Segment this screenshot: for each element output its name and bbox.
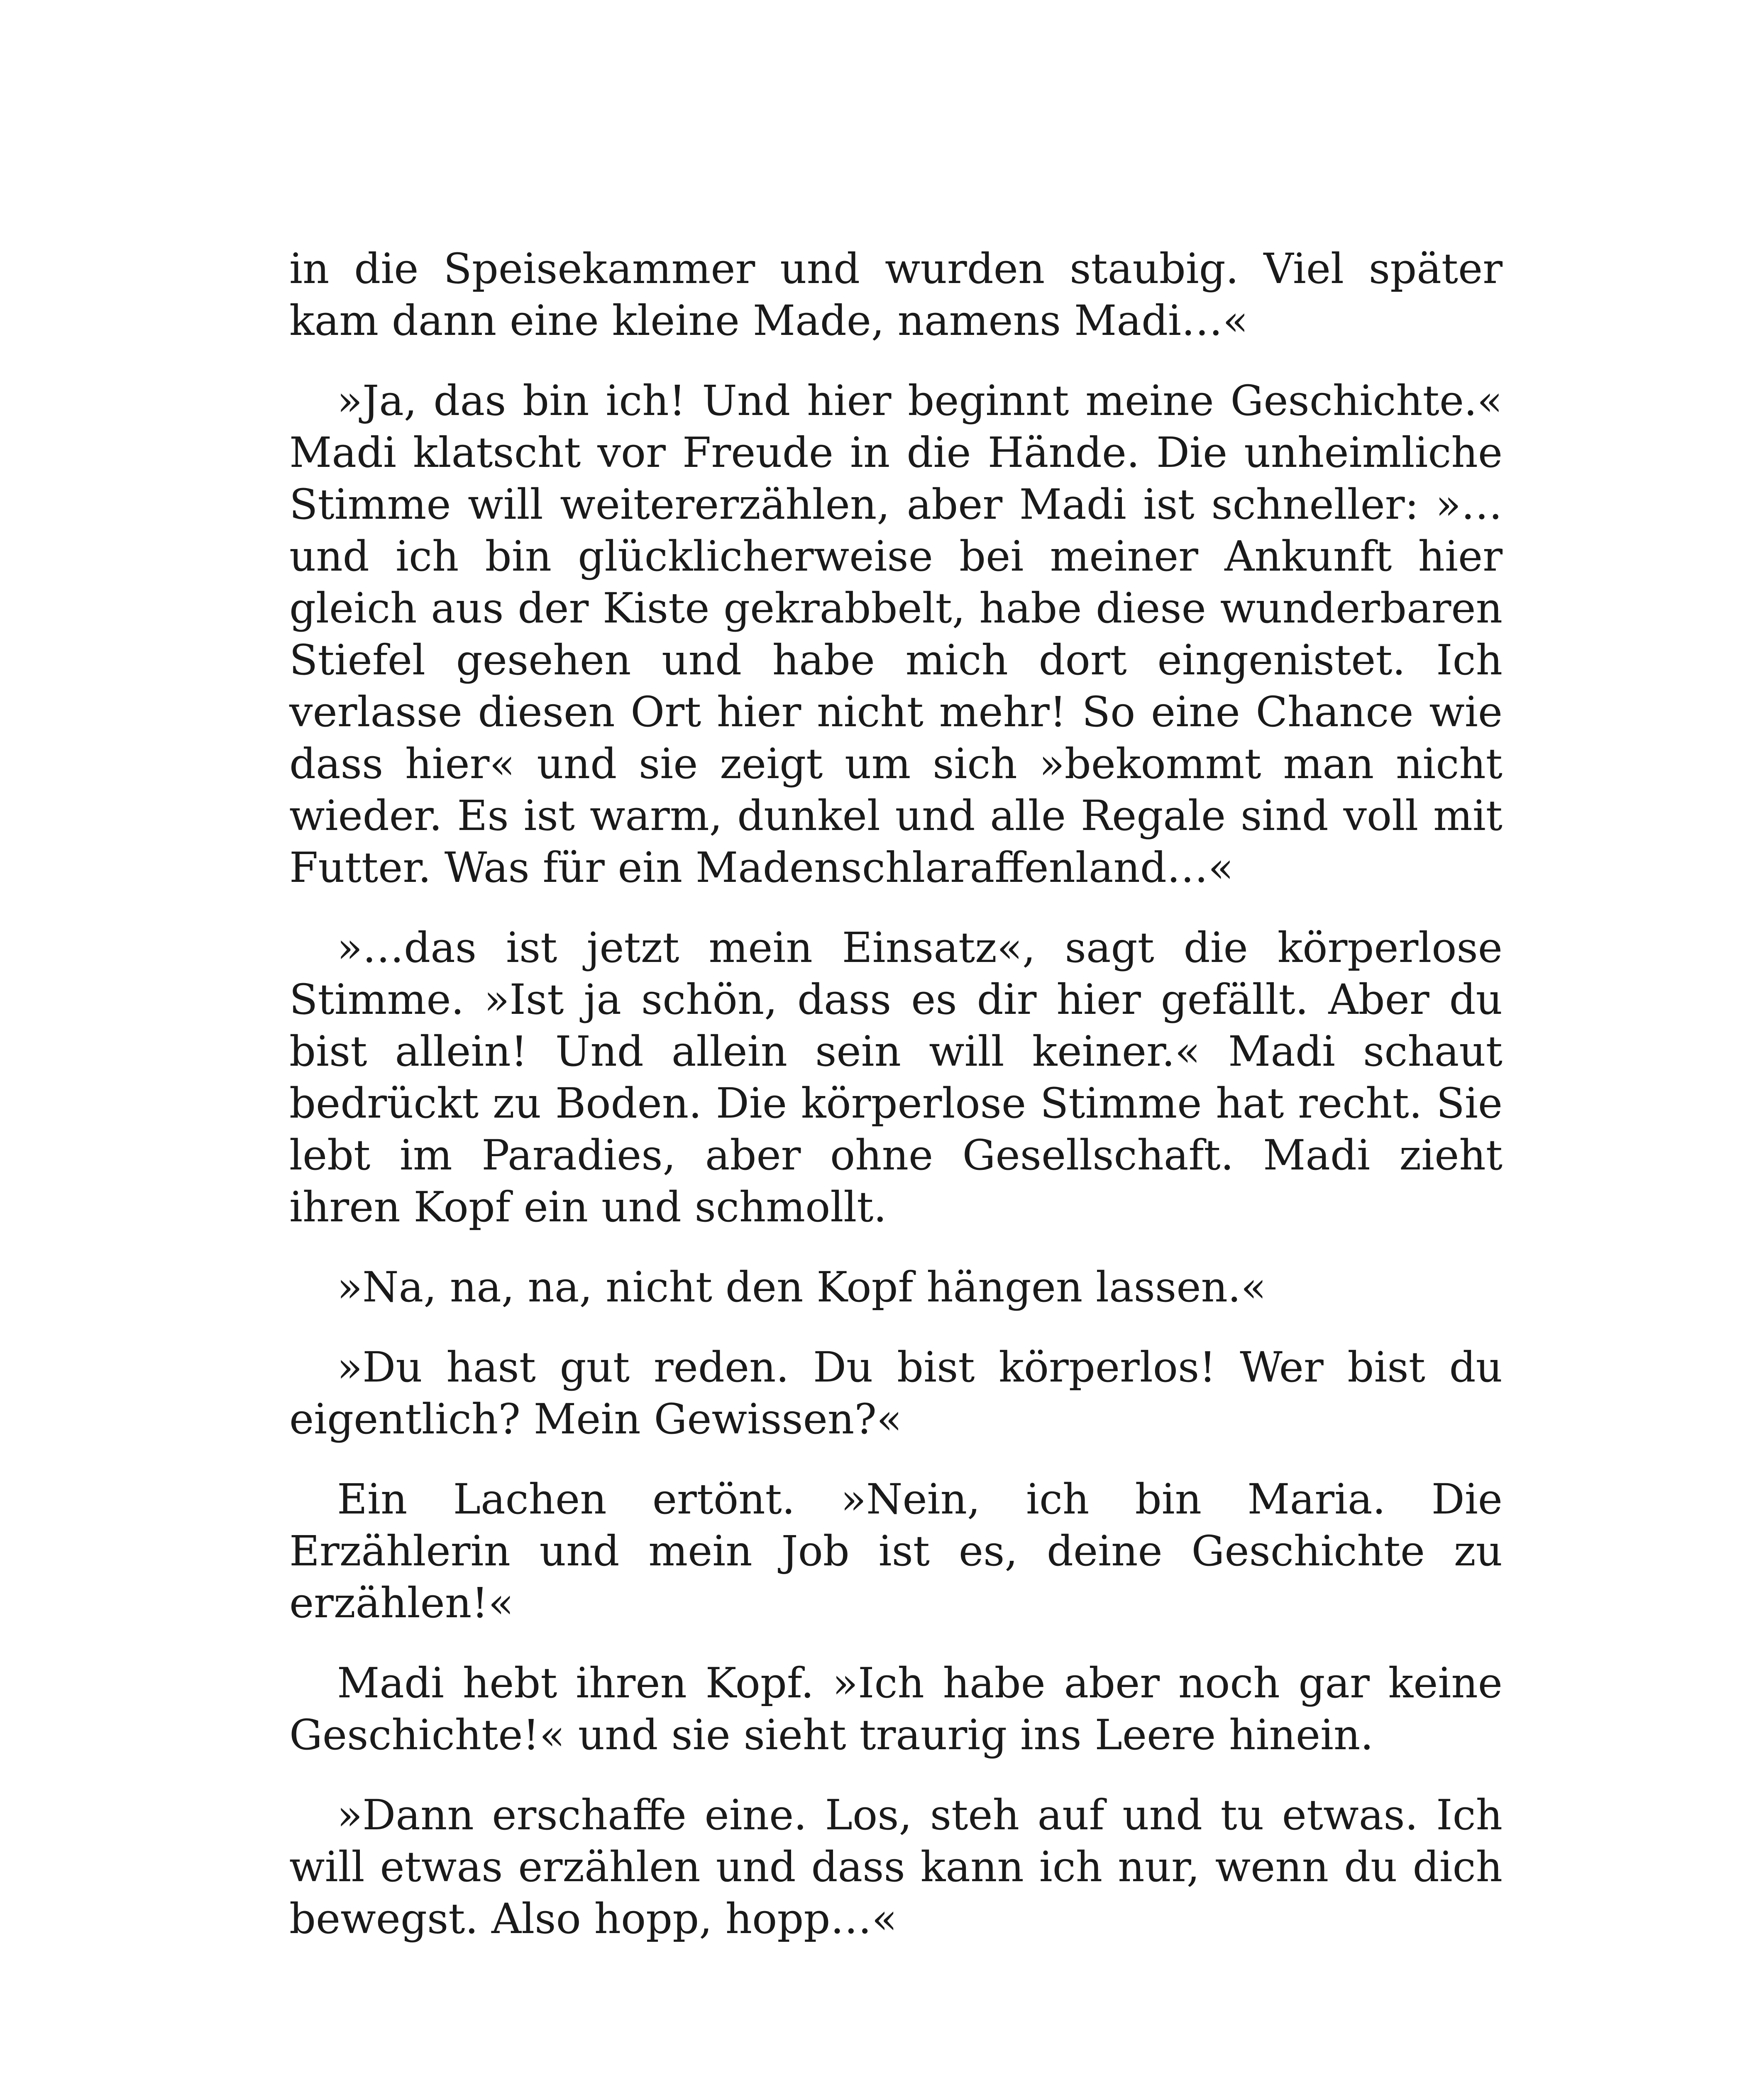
paragraph: »Ja, das bin ich! Und hier beginnt meine Geschichte.« Madi klatscht vor Freude in die Hände. Die unheimliche Stimme will weitererzählen, aber Madi ist schneller: »… und ich bin glücklicherweise bei meiner Ankunft hier gleich aus der Kiste gekrabbelt, habe diese wunderbaren Stiefel gesehen und habe mich dort eingenistet. Ich verlasse diesen Ort hier nicht mehr! So eine Chance wie dass hier« und sie zeigt um sich »bekommt man nicht wieder. Es ist warm, dunkel und alle Regale sind voll mit Futter. Was für ein Madenschlaraffenland…« <box>289 376 1503 892</box>
paragraph: »…das ist jetzt mein Einsatz«, sagt die körperlose Stimme. »Ist ja schön, dass es dir hier gefällt. Aber du bist allein! Und allein sein will keiner.« Madi schaut bedrückt zu Boden. Die körperlose Stimme hat recht. Sie lebt im Paradies, aber ohne Gesellschaft. Madi zieht ihren Kopf ein und schmollt. <box>289 923 1503 1231</box>
paragraph: Madi hebt ihren Kopf. »Ich habe aber noch gar keine Geschichte!« und sie sieht traurig ins Leere hinein. <box>289 1659 1503 1759</box>
paragraph: »Dann erschaffe eine. Los, steh auf und tu etwas. Ich will etwas erzählen und dass kann ich nur, wenn du dich bewegst. Also hopp, hopp…« <box>289 1791 1503 1943</box>
paragraph: »Na, na, na, nicht den Kopf hängen lassen.« <box>337 1263 1266 1311</box>
paragraph: in die Speisekammer und wurden staubig. Viel später kam dann eine kleine Made, namens Madi…« <box>289 244 1503 345</box>
paragraph: Ein Lachen ertönt. »Nein, ich bin Maria. Die Erzählerin und mein Job ist es, deine Geschichte zu erzählen!« <box>289 1475 1503 1627</box>
body-text <box>289 243 1503 1973</box>
paragraph: »Du hast gut reden. Du bist körperlos! Wer bist du eigentlich? Mein Gewissen?« <box>289 1343 1503 1443</box>
